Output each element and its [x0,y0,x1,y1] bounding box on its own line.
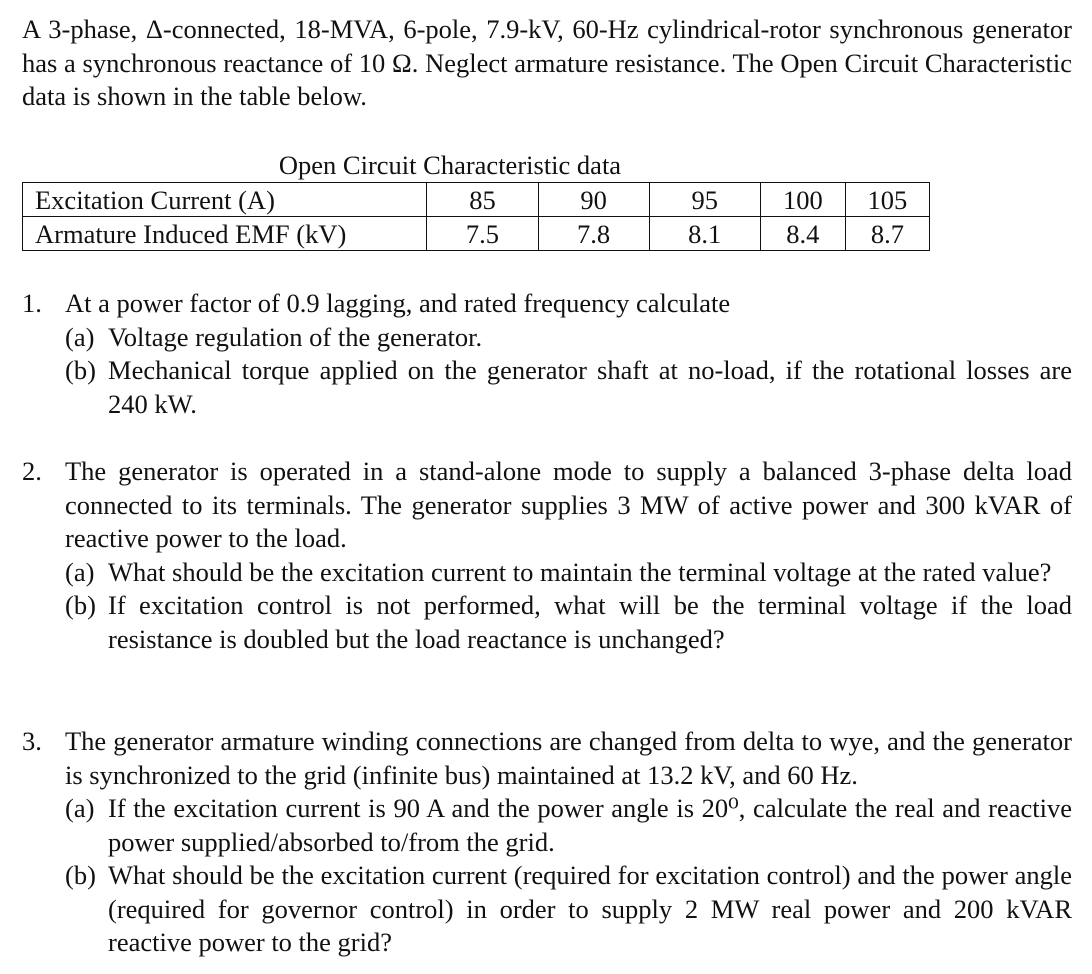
part-tag: (a) [65,556,95,587]
question-1 [22,287,1072,421]
table-cell: 85 [427,183,538,217]
question-number: 2. [22,456,42,486]
occ-table [22,182,930,251]
part-text: Mechanical torque applied on the generator shaft at no-load, if the rotational losses are 240 kW. [108,355,1072,419]
question-part [65,354,1072,421]
part-text: What should be the excitation current to maintain the terminal voltage at the rated value? [108,556,1052,587]
row-label-excitation-current: Excitation Current (A) [23,183,427,217]
table-row [23,183,930,217]
table-cell: 95 [649,183,760,217]
table-cell: 8.1 [649,217,760,251]
table-cell: 8.4 [760,217,845,251]
question-part [65,556,1072,590]
question-2 [22,455,1072,656]
table-cell: 7.5 [427,217,538,251]
table-row [23,217,930,251]
table-cell: 90 [538,183,649,217]
part-tag: (b) [65,860,96,890]
question-number: 3. [22,726,42,756]
part-tag: (b) [65,590,96,620]
part-text: If excitation control is not performed, what will be the terminal voltage if the load resistance is doubled but the load reactance is unchanged? [108,590,1072,654]
question-part [65,589,1072,656]
table-cell: 8.7 [845,217,929,251]
row-label-armature-emf: Armature Induced EMF (kV) [23,217,427,251]
occ-table-block [22,148,930,251]
question-stem: The generator is operated in a stand-alone mode to supply a balanced 3-phase delta load connected to its terminals. The generator supplies 3 MW of active power and 300 kVAR of reactive power to the load. [65,456,1072,553]
intro-paragraph: A 3-phase, Δ-connected, 18-MVA, 6-pole, 7.9-kV, 60-Hz cylindrical-rotor synchronous generator has a synchronous reactance of 10 Ω. Neglect armature resistance. The Open Circuit Characteristic data is shown in the table below. [22,14,1072,111]
question-stem: At a power factor of 0.9 lagging, and rated frequency calculate [65,288,731,318]
part-text: Voltage regulation of the generator. [108,321,483,352]
question-part [65,859,1072,960]
part-text: If the excitation current is 90 A and the power angle is 20⁰, calculate the real and reactive power supplied/absorbed to/from the grid. [108,793,1072,857]
table-cell: 100 [760,183,845,217]
question-part [65,321,1072,355]
part-tag: (a) [65,321,95,352]
table-caption: Open Circuit Characteristic data [278,150,622,180]
part-tag: (b) [65,355,96,385]
question-stem: The generator armature winding connections are changed from delta to wye, and the generator is synchronized to the grid (infinite bus) maintained at 13.2 kV, and 60 Hz. [65,726,1072,790]
question-part [65,792,1072,859]
part-text: What should be the excitation current (required for excitation control) and the power angle (required for governor control) in order to supply 2 MW real power and 200 kVAR reactive power to the grid? [108,860,1072,957]
question-3 [22,725,1072,960]
table-cell: 7.8 [538,217,649,251]
question-number: 1. [22,288,42,318]
part-tag: (a) [65,793,95,823]
table-cell: 105 [845,183,929,217]
problem-intro [22,13,1072,114]
